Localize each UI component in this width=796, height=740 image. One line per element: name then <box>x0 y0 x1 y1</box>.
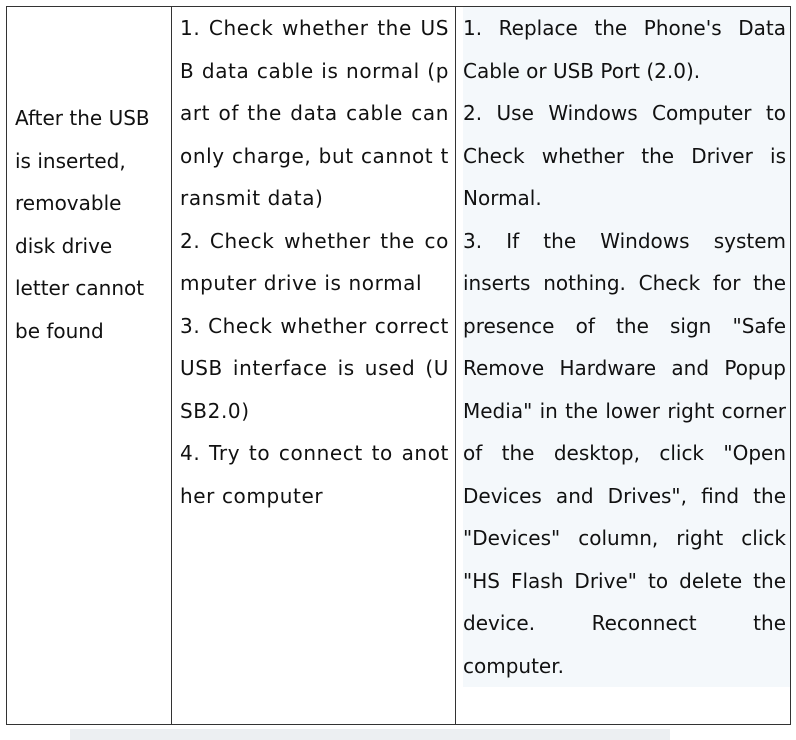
symptom-text <box>7 7 171 352</box>
solution-step-3: 3. If the Windows system inserts nothing. Check for the presence of the sign "Safe Remove Hardware and Popup Media" in the lower right corner of the desktop, click "Open Devices and Drives", find the "Devices" column, right click "HS Flash Drive" to delete the device. Reconnect the computer. <box>463 228 786 678</box>
symptom-cell <box>7 7 172 725</box>
check-steps-text <box>172 7 455 517</box>
symptom-line: is inserted, <box>15 148 126 173</box>
check-step-2: 2. Check whether the computer drive is normal <box>180 228 449 295</box>
symptom-line: be found <box>15 318 104 343</box>
solution-steps-text <box>463 7 786 687</box>
symptom-line: removable <box>15 191 122 215</box>
page-bottom-strip <box>70 729 670 740</box>
solution-step-1: 1. Replace the Phone's Data Cable or USB Port (2.0). <box>463 16 786 83</box>
solution-step-2: 2. Use Windows Computer to Check whether the Driver is Normal. <box>463 101 786 210</box>
check-step-1: 1. Check whether the USB data cable is normal (part of the data cable can only charge, but cannot transmit data) <box>180 16 449 210</box>
solution-highlight-box <box>463 7 790 687</box>
solution-steps-cell <box>456 7 791 725</box>
troubleshooting-table <box>6 6 791 725</box>
table-row <box>7 7 791 725</box>
symptom-line: disk drive <box>15 233 113 258</box>
check-steps-cell <box>172 7 456 725</box>
symptom-line: letter cannot <box>15 276 145 300</box>
check-step-4: 4. Try to connect to another computer <box>180 441 449 508</box>
check-step-3: 3. Check whether correct USB interface is used (USB2.0) <box>180 313 449 423</box>
symptom-line: After the USB <box>15 106 150 130</box>
